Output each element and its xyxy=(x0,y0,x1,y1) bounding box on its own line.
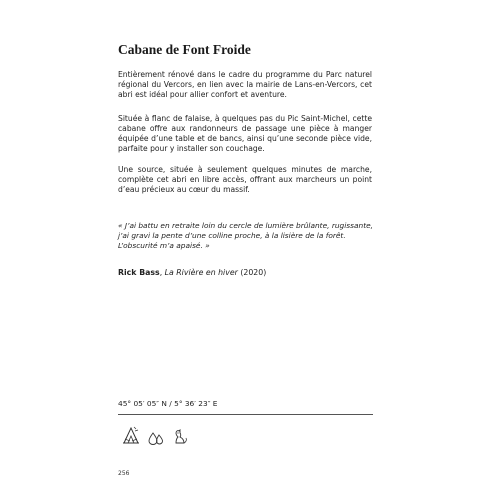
paragraph-location: Située à flanc de falaise, à quelques pas du Pic Saint-Michel, cette cabane offre aux randonneurs de passage une pièce à manger équipée d’une table et de bancs, ainsi qu’une seconde pièce vide, parfaite pour y installer son couchage. xyxy=(118,114,372,153)
quote-year: (2020) xyxy=(237,268,267,277)
attribution-separator: , xyxy=(159,268,165,277)
divider-line xyxy=(118,414,373,415)
quote-attribution xyxy=(118,268,266,277)
water-drops-icon xyxy=(148,431,164,445)
quote-author: Rick Bass xyxy=(118,268,160,277)
paragraph-water-source: Une source, située à seulement quelques minutes de marche, complète cet abri en libre accès, offrant aux marcheurs un point d’eau précieux au cœur du massif. xyxy=(118,165,372,194)
animal-icon xyxy=(172,429,188,445)
paragraph-intro: Entièrement rénové dans le cadre du programme du Parc naturel régional du Vercors, en lien avec la mairie de Lans-en-Vercors, cet abri est idéal pour allier confort et aventure. xyxy=(118,70,372,99)
gps-coordinates: 45° 05′ 05″ N / 5° 36′ 23″ E xyxy=(118,399,218,408)
amenity-icons xyxy=(122,423,188,445)
page-number: 256 xyxy=(118,470,130,477)
quote-text: « J’ai battu en retraite loin du cercle de lumière brûlante, rugissante, j’ai gravi la pente d’une colline proche, à la lisière de la forêt. L’obscurité m’a apaisé. » xyxy=(118,221,374,250)
page-title: Cabane de Font Froide xyxy=(118,42,251,57)
campfire-shelter-icon xyxy=(122,425,140,445)
quote-book-title: La Rivière en hiver xyxy=(164,268,238,277)
